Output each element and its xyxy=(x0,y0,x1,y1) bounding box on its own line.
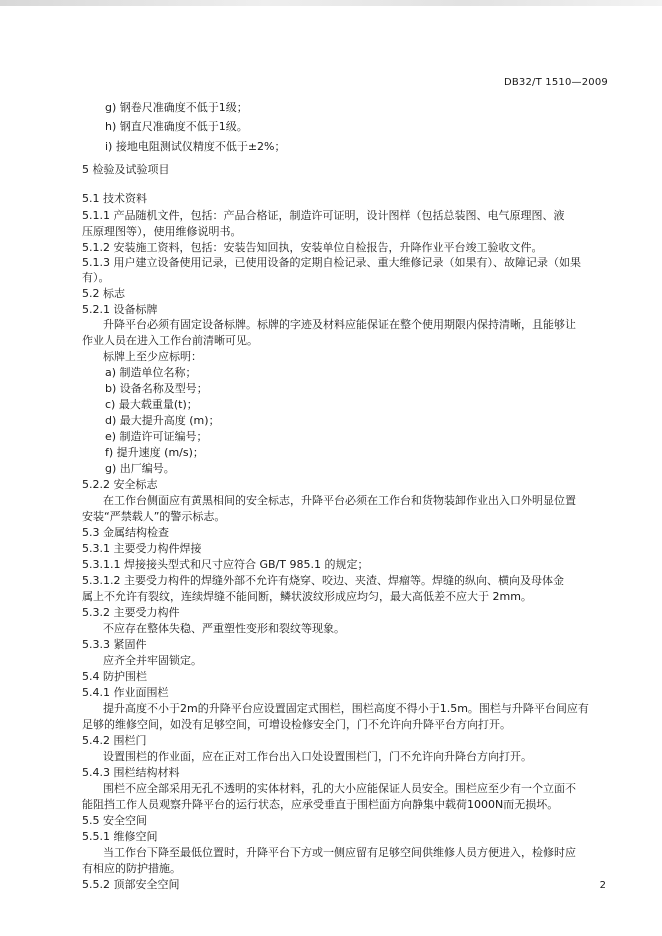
text-line: 5.1.3 用户建立设备使用记录，已使用设备的定期自检记录、重大维修记录（如果有）、故障记录（如果 xyxy=(82,256,581,269)
text-line: 当工作台下降至最低位置时，升降平台下方或一侧应留有足够空间供维修人员方便进入，检修时应 xyxy=(103,846,576,859)
text-line: 属上不允许有裂纹，连续焊缝不能间断，鳞状波纹形成应均匀，最大高低差不应大于 2mm。 xyxy=(82,590,532,603)
text-line: 提升高度不小于2m的升降平台应设置固定式围栏，围栏高度不得小于1.5m。围栏与升降平台间应有 xyxy=(103,702,589,715)
text-line: 5.3 金属结构检查 xyxy=(82,526,169,539)
scan-top-band xyxy=(0,0,662,6)
text-line: 5.3.1.2 主要受力构件的焊缝外部不允许有烧穿、咬边、夹渣、焊瘤等。焊缝的纵向、横向及母体金 xyxy=(82,574,564,587)
document-id-header: DB32/T 1510—2009 xyxy=(503,77,608,88)
text-line: 5.3.2 主要受力构件 xyxy=(82,606,180,619)
text-line: 5.5.1 维修空间 xyxy=(82,830,158,843)
text-line: 有相应的防护措施。 xyxy=(82,862,181,875)
text-line: 5.1.1 产品随机文件，包括：产品合格证，制造许可证明，设计图样（包括总装图、电气原理图、液 xyxy=(82,209,565,222)
text-line: 5.4.2 围栏门 xyxy=(82,734,147,747)
text-line: 5.4.1 作业面围栏 xyxy=(82,686,169,699)
text-line: h) 钢直尺准确度不低于1级。 xyxy=(105,120,248,133)
page-number: 2 xyxy=(599,880,606,891)
text-line: 5.2.1 设备标牌 xyxy=(82,303,158,316)
text-line: 有）。 xyxy=(82,271,110,284)
text-line: 围栏不应全部采用无孔不透明的实体材料，孔的大小应能保证人员安全。围栏应至少有一个立面不 xyxy=(103,782,576,795)
text-line: 升降平台必须有固定设备标牌。标牌的字迹及材料应能保证在整个使用期限内保持清晰，且能够让 xyxy=(103,318,576,331)
text-line: 足够的维修空间，如没有足够空间，可增设检修安全门，门不允许向升降平台方向打开。 xyxy=(82,718,511,731)
text-line: b) 设备名称及型号； xyxy=(105,382,208,395)
text-line: 5.3.1.1 焊接接头型式和尺寸应符合 GB/T 985.1 的规定； xyxy=(82,558,369,571)
text-line: 5.4.3 围栏结构材料 xyxy=(82,766,180,779)
text-line: 5.4 防护围栏 xyxy=(82,670,147,683)
text-line: 5.1.2 安装施工资料，包括：安装告知回执，安装单位自检报告，升降作业平台竣工验收文件。 xyxy=(82,241,543,254)
text-line: 安装“严禁载人”的警示标志。 xyxy=(82,510,226,523)
text-line: 5.3.1 主要受力构件焊接 xyxy=(82,542,202,555)
text-line: 5.3.3 紧固件 xyxy=(82,638,147,651)
text-line: 标牌上至少应标明： xyxy=(103,350,202,363)
text-line: 压原理图等），使用维修说明书。 xyxy=(82,225,242,238)
text-line: 能阻挡工作人员观察升降平台的运行状态，应承受垂直于围栏面方向静集中载荷1000N而无损坏。 xyxy=(82,798,559,811)
text-line: 5.5 安全空间 xyxy=(82,814,147,827)
text-line: 5.2.2 安全标志 xyxy=(82,478,158,491)
text-line: g) 出厂编号。 xyxy=(105,462,175,475)
text-line: 5 检验及试验项目 xyxy=(82,163,170,176)
text-line: f) 提升速度 (m/s)； xyxy=(105,446,204,459)
text-line: d) 最大提升高度 (m)； xyxy=(105,414,220,427)
text-line: e) 制造许可证编号； xyxy=(105,430,208,443)
text-line: 在工作台侧面应有黄黑相间的安全标志，升降平台必须在工作台和货物装卸作业出入口外明显位置 xyxy=(103,494,576,507)
text-line: c) 最大载重量(t)； xyxy=(105,398,198,411)
text-line: 作业人员在进入工作台前清晰可见。 xyxy=(82,334,258,347)
text-line: 不应存在整体失稳、严重塑性变形和裂纹等现象。 xyxy=(103,622,345,635)
text-line: 设置围栏的作业面，应在正对工作台出入口处设置围栏门，门不允许向升降台方向打开。 xyxy=(103,750,532,763)
text-line: 应齐全并牢固锁定。 xyxy=(103,654,202,667)
text-line: g) 钢卷尺准确度不低于1级； xyxy=(105,101,248,114)
text-line: i) 接地电阻测试仪精度不低于±2%； xyxy=(105,140,286,153)
text-line: 5.5.2 顶部安全空间 xyxy=(82,878,180,891)
text-line: 5.2 标志 xyxy=(82,287,125,300)
text-line: a) 制造单位名称； xyxy=(105,366,197,379)
text-line: 5.1 技术资料 xyxy=(82,192,147,205)
